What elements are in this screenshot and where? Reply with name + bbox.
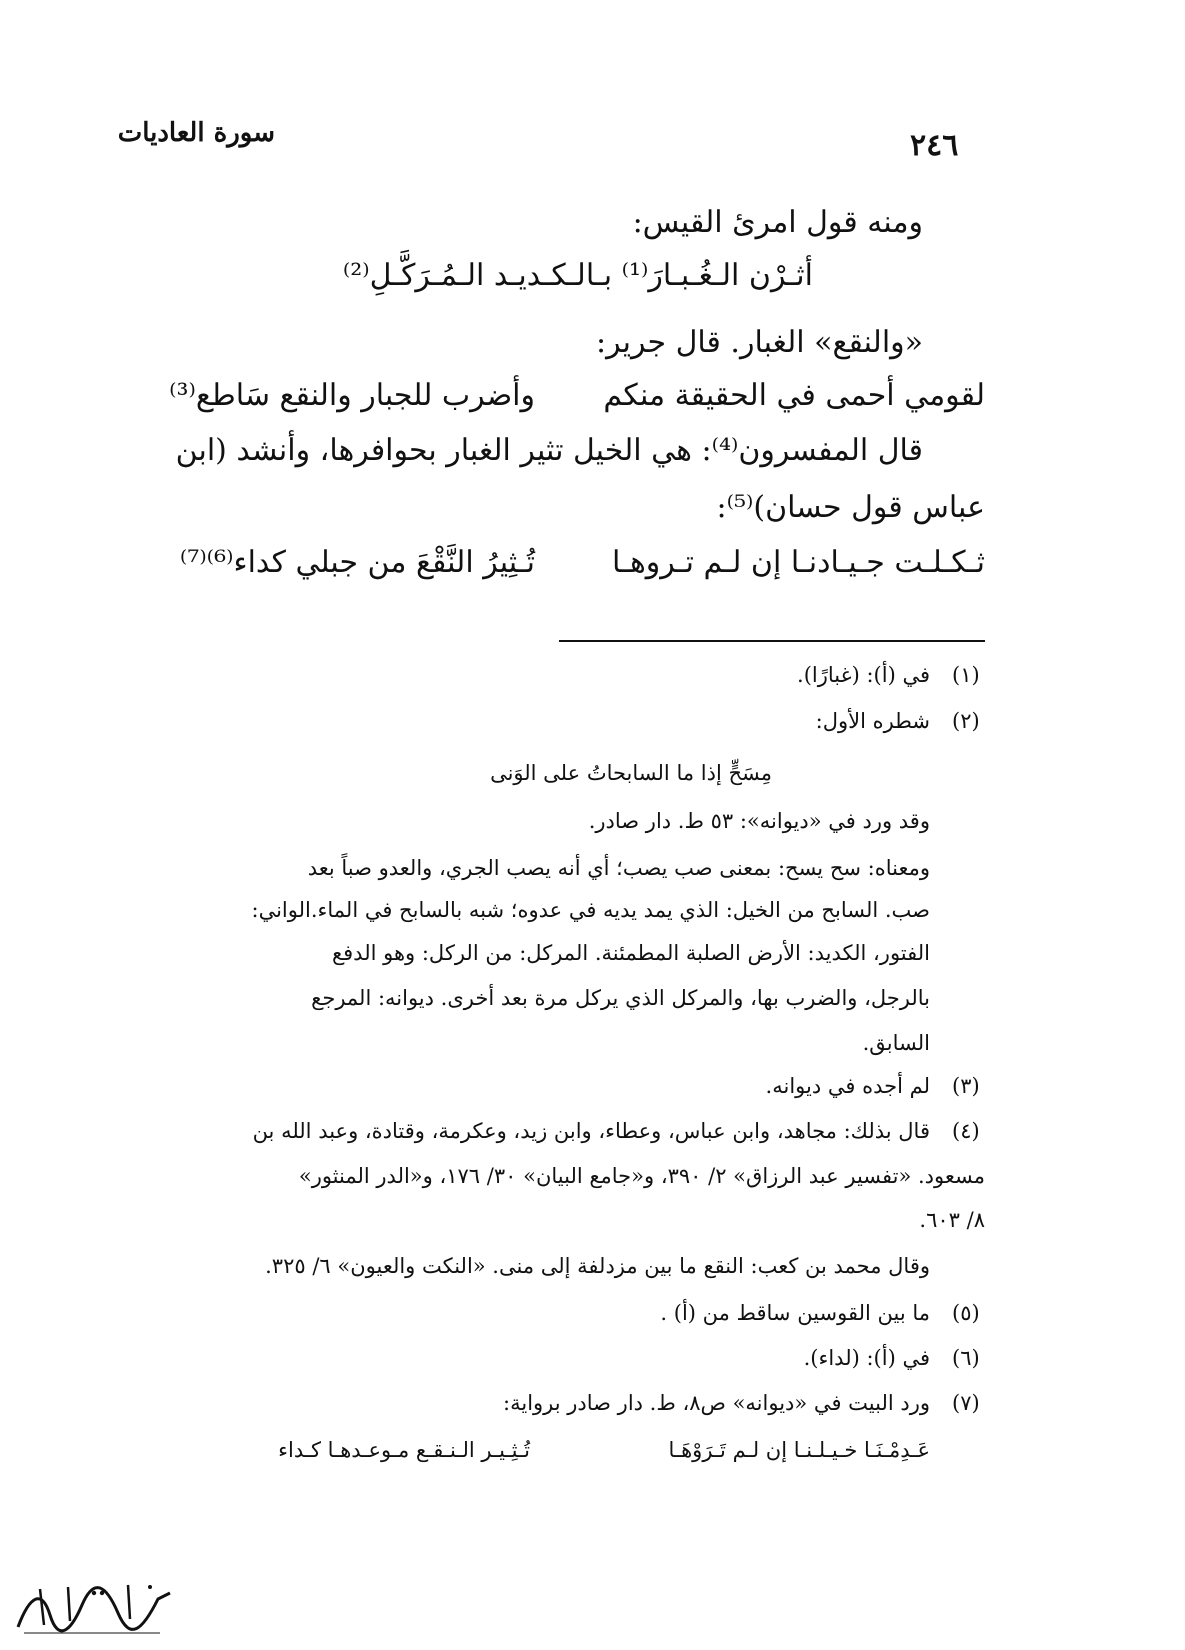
footnote-number: (٥) xyxy=(952,1301,980,1325)
footnote-text: السابق. xyxy=(862,1031,930,1055)
footnote-text: الفتور، الكديد: الأرض الصلبة المطمئنة. المركل: من الركل: وهو الدفع xyxy=(331,941,930,965)
main-line: قال المفسرون⁽⁴⁾: هي الخيل تثير الغبار بحوافرها، وأنشد (ابن xyxy=(175,433,923,468)
calligraphy-logo xyxy=(10,1575,180,1640)
footnote-number: (٦) xyxy=(952,1346,980,1370)
footnote-text: ورد البيت في «ديوانه» ص٨، ط. دار صادر برواية: xyxy=(503,1391,930,1415)
footnote-number: (١) xyxy=(952,663,980,687)
verse-left-hemistich: تُـثِيرُ النَّقْعَ من جبلي كداء⁽⁶⁾⁽⁷⁾ xyxy=(179,545,535,580)
verse-line: أثـرْن الـغُـبـارَ⁽¹⁾ بـالـكـديـد الـمُـرَكَّـلِ⁽²⁾ xyxy=(342,258,813,293)
verse-right-hemistich: لقومي أحمى في الحقيقة منكم xyxy=(603,378,985,413)
footnote-text: قال بذلك: مجاهد، وابن عباس، وعطاء، وابن زيد، وعكرمة، وقتادة، وعبد الله بن xyxy=(252,1119,930,1143)
footnote-text: ما بين القوسين ساقط من (أ) . xyxy=(660,1301,930,1325)
footnote-text: وقال محمد بن كعب: النقع ما بين مزدلفة إلى منى. «النكت والعيون» ٦/ ٣٢٥. xyxy=(265,1254,930,1278)
footnote-separator xyxy=(559,640,985,642)
footnote-number: (٣) xyxy=(952,1074,980,1098)
footnote-number: (٧) xyxy=(952,1391,980,1415)
footnote-verse-left: تُـثِـيـر الـنـقـع مـوعـدهـا كـداء xyxy=(278,1438,530,1462)
verse-left-hemistich: وأضرب للجبار والنقع سَاطع⁽³⁾ xyxy=(169,378,535,413)
main-line: ومنه قول امرئ القيس: xyxy=(632,205,923,240)
footnote-text: مسعود. «تفسير عبد الرزاق» ٢/ ٣٩٠، و«جامع البيان» ٣٠/ ١٧٦، و«الدر المنثور» xyxy=(298,1164,985,1188)
footnote-number: (٢) xyxy=(952,709,980,733)
footnote-text: وقد ورد في «ديوانه»: ٥٣ ط. دار صادر. xyxy=(588,809,930,833)
footnote-text: بالرجل، والضرب بها، والمركل الذي يركل مرة بعد أخرى. ديوانه: المرجع xyxy=(311,986,930,1010)
surah-title: سورة العاديات xyxy=(117,118,275,148)
footnote-verse-right: عَـدِمْـنَـا خـيـلـنـا إن لـم تَـرَوْهَـا xyxy=(668,1438,930,1462)
footnote-text: صب. السابح من الخيل: الذي يمد يديه في عدوه؛ شبه بالسابح في الماء.الواني: xyxy=(251,898,930,922)
page-number: ٢٤٦ xyxy=(910,128,959,163)
footnote-verse: مِسَحٍّ إذا ما السابحاتُ على الوَنى xyxy=(490,761,772,785)
footnote-text: ومعناه: سح يسح: بمعنى صب يصب؛ أي أنه يصب الجري، والعدو صباً بعد xyxy=(307,856,930,880)
footnote-text: ٨/ ٦٠٣. xyxy=(919,1208,985,1232)
footnote-text: في (أ): (لداء). xyxy=(803,1346,930,1370)
footnote-text: لم أجده في ديوانه. xyxy=(765,1074,930,1098)
verse-right-hemistich: ثـكـلـت جـيـادنـا إن لـم تـروهـا xyxy=(612,545,985,580)
footnote-text: في (أ): (غبارًا). xyxy=(797,663,930,687)
footnote-text: شطره الأول: xyxy=(815,709,930,733)
main-line: «والنقع» الغبار. قال جرير: xyxy=(595,325,923,360)
main-line: عباس قول حسان)⁽⁵⁾: xyxy=(716,490,985,525)
footnote-number: (٤) xyxy=(952,1119,980,1143)
